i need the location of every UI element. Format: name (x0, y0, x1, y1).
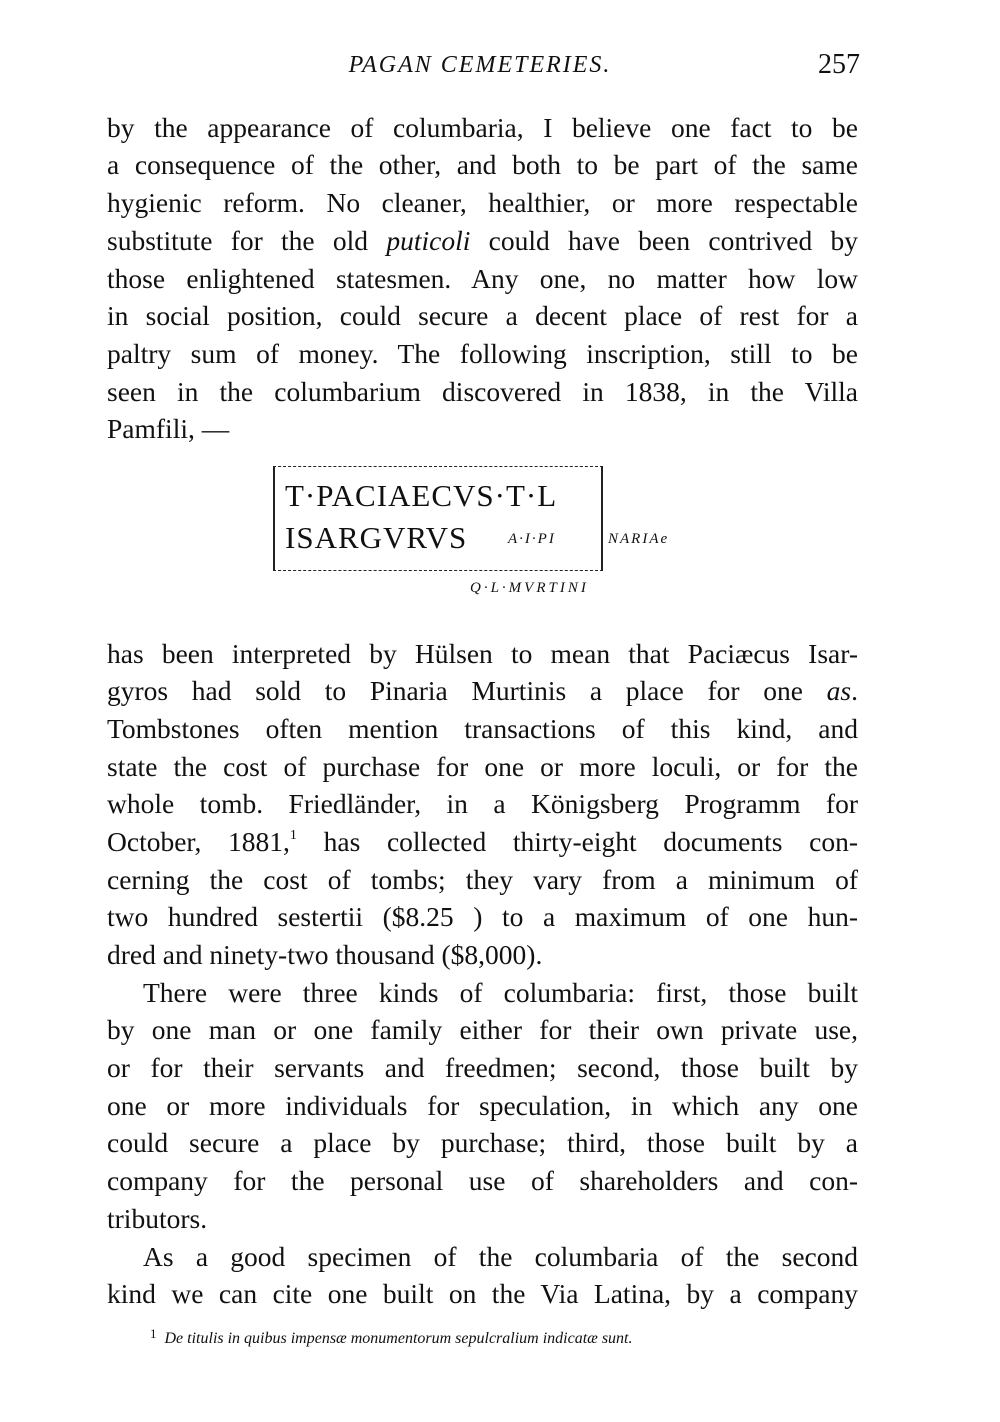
text-line: company for the personal use of shareholders and con- (107, 1165, 858, 1196)
text-line: whole tomb. Friedländer, in a Königsberg Programm for (107, 788, 858, 819)
text-line (107, 824, 858, 860)
text-span: could have been contrived by (470, 225, 858, 256)
text-line: dred and ninety-two thousand ($8,000). (107, 939, 543, 970)
italic-term: puticoli (386, 225, 471, 256)
text-line: hygienic reform. No cleaner, healthier, or more respectable (107, 187, 858, 218)
text-line (107, 673, 858, 709)
text-line: has been interpreted by Hülsen to mean that Paciæcus Isar- (107, 638, 858, 669)
footnote (150, 1326, 633, 1348)
text-line (107, 223, 858, 259)
text-line: those enlightened statesmen. Any one, no matter how low (107, 263, 858, 294)
text-span: . (851, 675, 858, 706)
inscription-line-1: T·PACIAECVS·T·L (285, 478, 558, 513)
text-line: tributors. (107, 1203, 208, 1234)
inscription-line-3: Q·L·MVRTINI (470, 580, 589, 596)
footnote-marker: 1 (150, 1326, 157, 1341)
text-line: by one man or one family either for their own private use, (107, 1014, 858, 1045)
text-line: or for their servants and freedmen; second, those built by (107, 1052, 858, 1083)
text-line: state the cost of purchase for one or more loculi, or for the (107, 751, 858, 782)
text-line: As a good specimen of the columbaria of the second (143, 1241, 858, 1272)
text-line: Pamfili, — (107, 413, 230, 444)
text-line: in social position, could secure a decent place of rest for a (107, 300, 858, 331)
text-line: could secure a place by purchase; third, those built by a (107, 1127, 858, 1158)
text-line: seen in the columbarium discovered in 1838, in the Villa (107, 376, 858, 407)
footnote-text: De titulis in quibus impensæ monumentorum sepulcralium indicatæ sunt. (164, 1330, 633, 1347)
text-span: October, 1881, (107, 826, 290, 857)
page-number: 257 (818, 49, 860, 80)
text-line: cerning the cost of tombs; they vary from a minimum of (107, 864, 858, 895)
running-title: PAGAN CEMETERIES. (348, 52, 612, 78)
inscription-line-2-italic-outside: NARIAe (608, 531, 670, 547)
italic-term: as (826, 675, 852, 706)
inscription-line-2: ISARGVRVS (285, 520, 468, 555)
text-line: by the appearance of columbaria, I believe one fact to be (107, 112, 858, 143)
footnote-reference[interactable]: 1 (289, 828, 297, 843)
text-span: has collected thirty-eight documents con- (296, 826, 859, 857)
text-span: substitute for the old (107, 225, 387, 256)
text-span: gyros had sold to Pinaria Murtinis a place for one (107, 675, 827, 706)
text-line: paltry sum of money. The following inscription, still to be (107, 338, 858, 369)
text-line: a consequence of the other, and both to be part of the same (107, 149, 858, 180)
text-line: There were three kinds of columbaria: first, those built (143, 977, 858, 1008)
text-line: Tombstones often mention transactions of this kind, and (107, 713, 858, 744)
inscription-line-2-italic-inside: A·I·PI (508, 531, 556, 547)
text-line: two hundred sestertii ($8.25 ) to a maximum of one hun- (107, 901, 858, 932)
text-line: one or more individuals for speculation, in which any one (107, 1090, 858, 1121)
text-line: kind we can cite one built on the Via Latina, by a company (107, 1278, 858, 1309)
